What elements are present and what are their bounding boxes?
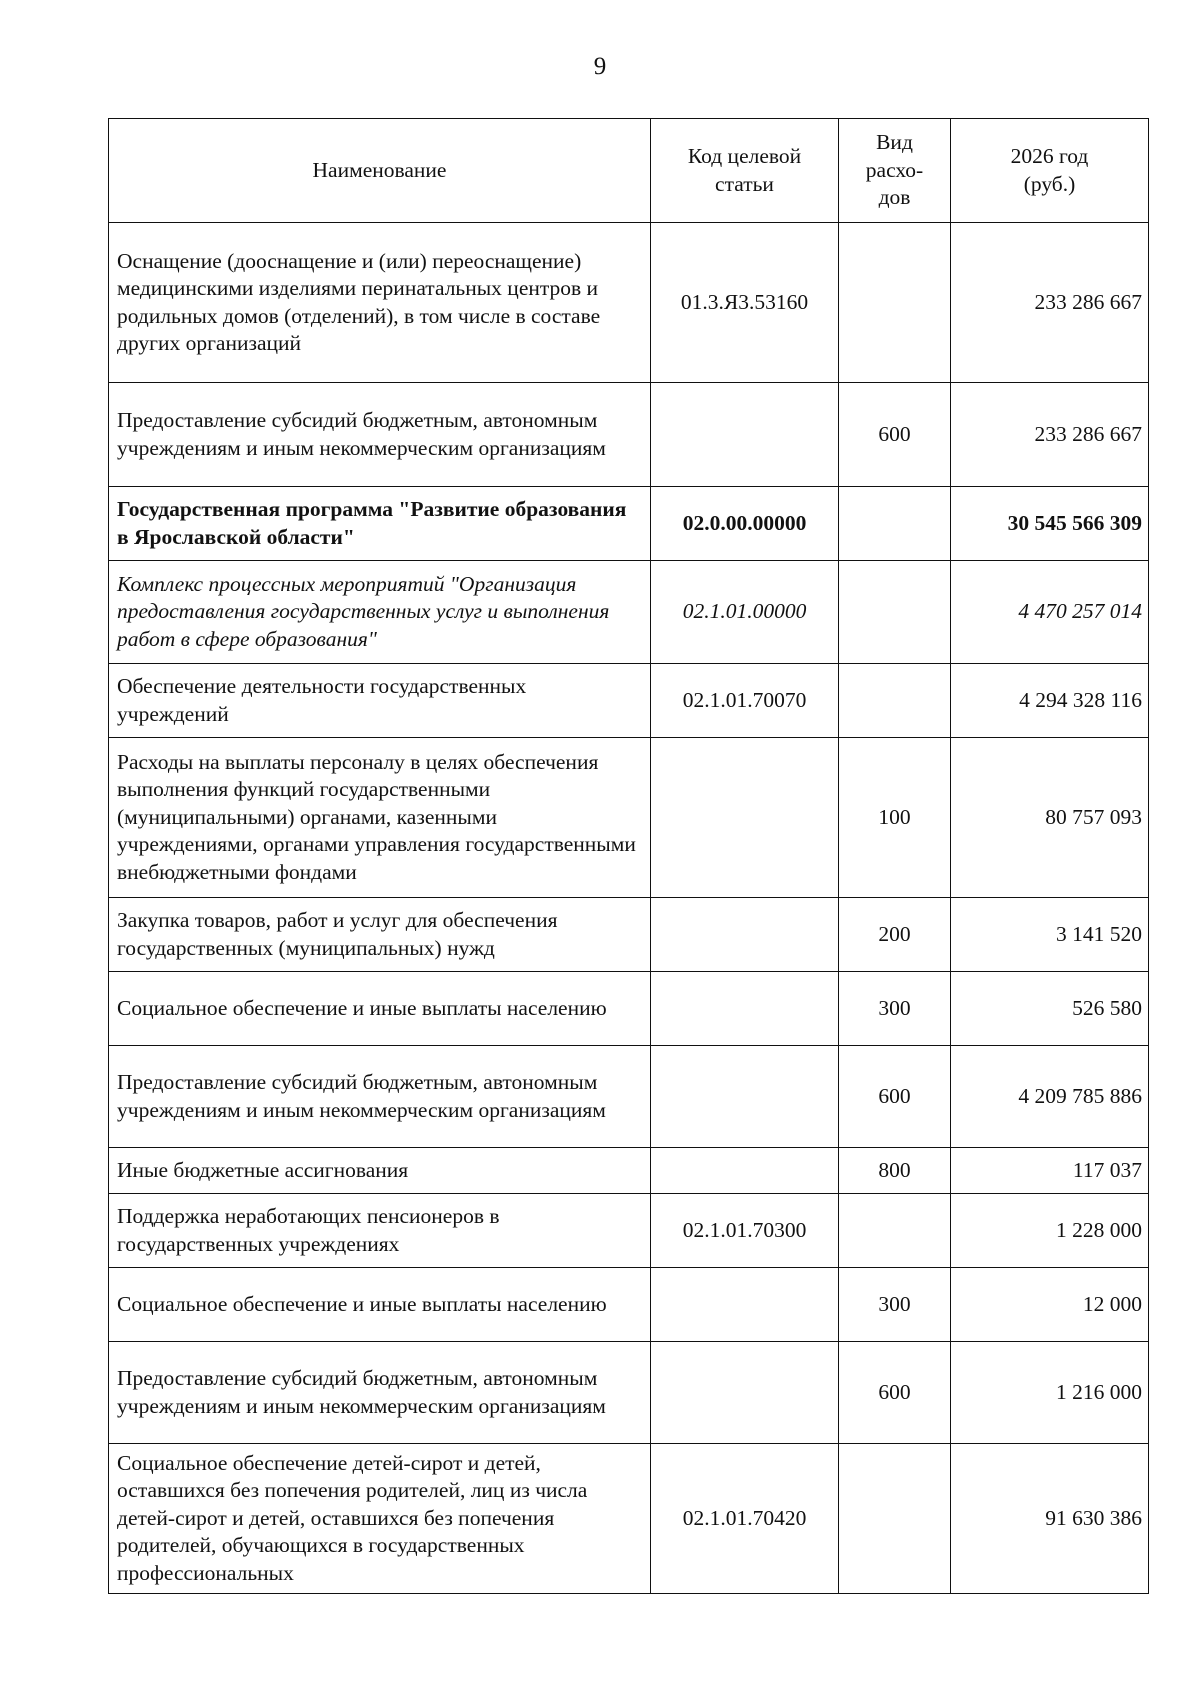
row-kind <box>839 561 951 664</box>
budget-table <box>108 118 1149 1594</box>
row-kind: 300 <box>839 972 951 1046</box>
row-name: Обеспечение деятельности государственных учреждений <box>109 664 651 738</box>
row-code <box>651 1342 839 1444</box>
row-name: Закупка товаров, работ и услуг для обеспечения государственных (муниципальных) нужд <box>109 898 651 972</box>
row-amount: 233 286 667 <box>951 383 1149 487</box>
row-amount: 91 630 386 <box>951 1444 1149 1594</box>
header-kind-line3: дов <box>878 185 911 210</box>
row-amount: 4 294 328 116 <box>951 664 1149 738</box>
row-amount: 233 286 667 <box>951 223 1149 383</box>
row-name: Предоставление субсидий бюджетным, автономным учреждениям и иным некоммерческим организациям <box>109 1342 651 1444</box>
row-amount: 80 757 093 <box>951 738 1149 898</box>
row-amount: 1 228 000 <box>951 1194 1149 1268</box>
row-kind <box>839 1444 951 1594</box>
header-code-line1: Код целевой <box>687 144 802 168</box>
row-amount: 117 037 <box>951 1148 1149 1194</box>
header-code-line2: статьи <box>715 171 774 196</box>
row-kind <box>839 223 951 383</box>
row-code <box>651 1268 839 1342</box>
row-name: Предоставление субсидий бюджетным, автономным учреждениям и иным некоммерческим организациям <box>109 1046 651 1148</box>
row-code <box>651 1046 839 1148</box>
table-row <box>109 1148 1149 1194</box>
row-kind: 100 <box>839 738 951 898</box>
row-amount: 1 216 000 <box>951 1342 1149 1444</box>
row-code: 02.1.01.00000 <box>651 561 839 664</box>
row-amount: 3 141 520 <box>951 898 1149 972</box>
row-name: Социальное обеспечение и иные выплаты населению <box>109 972 651 1046</box>
row-code: 02.1.01.70420 <box>651 1444 839 1594</box>
row-name: Социальное обеспечение детей-сирот и детей, оставшихся без попечения родителей, лиц из числа детей-сирот и детей, оставшихся без попечения родителей, обучающихся в государственных профессиональных <box>109 1444 651 1594</box>
row-name: Комплекс процессных мероприятий "Организация предоставления государственных услуг и выполнения работ в сфере образования" <box>109 561 651 664</box>
table-row <box>109 383 1149 487</box>
table-row <box>109 972 1149 1046</box>
row-name: Оснащение (дооснащение и (или) переоснащение) медицинскими изделиями перинатальных центров и родильных домов (отделений), в том числе в составе других организаций <box>109 223 651 383</box>
table-row <box>109 487 1149 561</box>
row-kind <box>839 664 951 738</box>
row-kind: 800 <box>839 1148 951 1194</box>
row-code <box>651 898 839 972</box>
header-name: Наименование <box>109 119 651 223</box>
table-row <box>109 1046 1149 1148</box>
header-kind-line1: Вид <box>876 130 913 155</box>
header-row <box>109 119 1149 223</box>
table-row <box>109 1342 1149 1444</box>
row-code <box>651 972 839 1046</box>
page-number: 9 <box>593 53 607 80</box>
header-kind <box>839 119 951 223</box>
row-code: 01.3.Я3.53160 <box>651 223 839 383</box>
table-row <box>109 561 1149 664</box>
row-code: 02.1.01.70070 <box>651 664 839 738</box>
row-name: Иные бюджетные ассигнования <box>109 1148 651 1194</box>
row-kind: 200 <box>839 898 951 972</box>
row-name: Расходы на выплаты персоналу в целях обеспечения выполнения функций государственными (муниципальными) органами, казенными учреждениями, органами управления государственными внебюджетными фондами <box>109 738 651 898</box>
row-amount: 12 000 <box>951 1268 1149 1342</box>
row-code <box>651 1148 839 1194</box>
row-kind: 600 <box>839 1046 951 1148</box>
table-row <box>109 898 1149 972</box>
row-kind: 600 <box>839 1342 951 1444</box>
row-name: Государственная программа "Развитие образования в Ярославской области" <box>109 487 651 561</box>
table-row <box>109 738 1149 898</box>
row-code: 02.1.01.70300 <box>651 1194 839 1268</box>
row-code: 02.0.00.00000 <box>651 487 839 561</box>
row-amount: 526 580 <box>951 972 1149 1046</box>
row-kind <box>839 487 951 561</box>
table-row <box>109 1194 1149 1268</box>
row-kind <box>839 1194 951 1268</box>
row-kind: 600 <box>839 383 951 487</box>
header-amount-line1: 2026 год <box>1010 144 1089 168</box>
row-amount: 4 209 785 886 <box>951 1046 1149 1148</box>
table-row <box>109 1444 1149 1594</box>
header-code <box>651 119 839 223</box>
table-row <box>109 664 1149 738</box>
header-amount <box>951 119 1149 223</box>
row-amount: 4 470 257 014 <box>951 561 1149 664</box>
row-name: Социальное обеспечение и иные выплаты населению <box>109 1268 651 1342</box>
row-code <box>651 383 839 487</box>
header-kind-line2: расхо- <box>865 157 924 182</box>
table-row <box>109 223 1149 383</box>
row-name: Предоставление субсидий бюджетным, автономным учреждениям и иным некоммерческим организациям <box>109 383 651 487</box>
table-row <box>109 1268 1149 1342</box>
row-amount: 30 545 566 309 <box>951 487 1149 561</box>
row-name: Поддержка неработающих пенсионеров в государственных учреждениях <box>109 1194 651 1268</box>
header-amount-line2: (руб.) <box>1023 171 1076 196</box>
row-kind: 300 <box>839 1268 951 1342</box>
row-code <box>651 738 839 898</box>
